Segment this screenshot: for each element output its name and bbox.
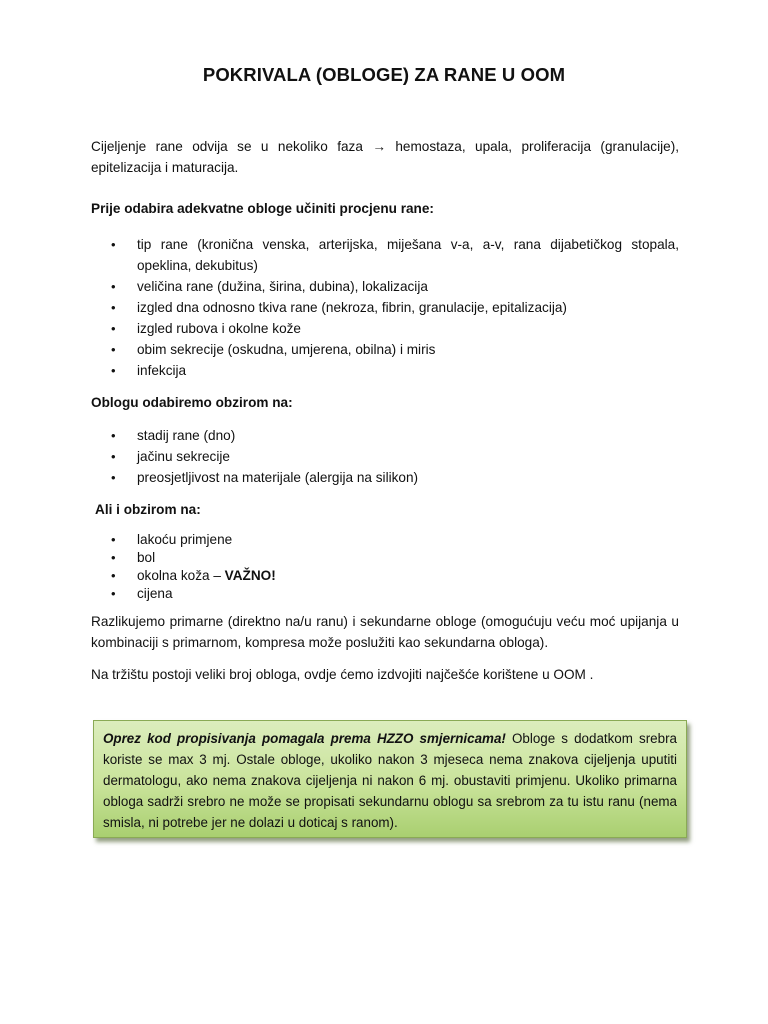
bullet-icon: • — [111, 470, 116, 485]
list-item-text: bol — [137, 550, 156, 565]
important-emphasis: VAŽNO! — [224, 568, 276, 583]
bullet-icon: • — [111, 321, 116, 336]
note-text — [103, 728, 677, 833]
selection-list — [91, 425, 679, 488]
list-item — [91, 446, 679, 467]
list-item — [91, 276, 679, 297]
list-item-text: lakoću primjene — [137, 532, 233, 547]
list-item — [91, 425, 679, 446]
paragraph-dressing-types: Razlikujemo primarne (direktno na/u ranu) i sekundarne obloge (omogućuju veću moć upijanja u kombinaciji s primarnom, kompresa može poslužiti kao sekundarna obloga). — [91, 614, 679, 650]
bullet-icon: • — [111, 237, 116, 252]
paragraph-market: Na tržištu postoji veliki broj obloga, ovdje ćemo izdvojiti najčešće korištene u OOM . — [91, 667, 594, 682]
bullet-icon: • — [111, 449, 116, 464]
list-item — [91, 297, 679, 318]
list-item — [91, 467, 679, 488]
hzzo-note-box — [93, 720, 687, 838]
list-item-text: tip rane (kronična venska, arterijska, miješana v-a, a-v, rana dijabetičkog stopala, opeklina, dekubitus) — [137, 237, 679, 273]
section-heading-assessment: Prije odabira adekvatne obloge učiniti procjenu rane: — [91, 201, 434, 216]
list-item — [91, 567, 679, 585]
bullet-icon: • — [111, 568, 116, 583]
list-item-text: jačinu sekrecije — [137, 449, 230, 464]
assessment-list — [91, 234, 679, 381]
list-item — [91, 318, 679, 339]
list-item-text: preosjetljivost na materijale (alergija na silikon) — [137, 470, 419, 485]
list-item — [91, 360, 679, 381]
list-item-text: infekcija — [137, 363, 187, 378]
list-item — [91, 234, 679, 276]
bullet-icon: • — [111, 586, 116, 601]
list-item-text: stadij rane (dno) — [137, 428, 236, 443]
list-item-text: obim sekrecije (oskudna, umjerena, obilna) i miris — [137, 342, 436, 357]
list-item-text: veličina rane (dužina, širina, dubina), lokalizacija — [137, 279, 428, 294]
bullet-icon: • — [111, 342, 116, 357]
list-item — [91, 585, 679, 603]
bullet-icon: • — [111, 300, 116, 315]
bullet-icon: • — [111, 279, 116, 294]
bullet-icon: • — [111, 532, 116, 547]
list-item-text: izgled rubova i okolne kože — [137, 321, 301, 336]
list-item — [91, 339, 679, 360]
list-item-text: izgled dna odnosno tkiva rane (nekroza, fibrin, granulacije, epitalizacija) — [137, 300, 567, 315]
intro-paragraph: Cijeljenje rane odvija se u nekoliko faza → hemostaza, upala, proliferacija (granulacije), epitelizacija i maturacija. — [91, 139, 679, 175]
bullet-icon: • — [111, 363, 116, 378]
list-item-text: cijena — [137, 586, 173, 601]
list-item — [91, 549, 679, 567]
list-item — [91, 531, 679, 549]
page-title: POKRIVALA (OBLOGE) ZA RANE U OOM — [202, 64, 566, 85]
also-list — [91, 531, 679, 603]
bullet-icon: • — [111, 550, 116, 565]
note-body: Obloge s dodatkom srebra koriste se max 3 mj. Ostale obloge, ukoliko nakon 3 mjeseca nema znakova cijeljenja uputiti dermatologu, ako nema znakova cijeljenja ni nakon 6 mj. obustaviti primjenu. Ukoliko primarna obloga sadrži srebro ne može se propisati sekundarnu oblogu sa srebrom za tu istu ranu (nema smisla, ni potrebe jer ne dolazi u doticaj s ranom). — [103, 731, 677, 830]
note-lead: Oprez kod propisivanja pomagala prema HZZO smjernicama! — [103, 731, 506, 746]
bullet-icon: • — [111, 428, 116, 443]
document-body — [91, 136, 679, 685]
list-item-text: okolna koža – — [137, 568, 225, 583]
section-heading-selection: Oblogu odabiremo obzirom na: — [91, 395, 293, 410]
section-heading-also: Ali i obzirom na: — [95, 502, 201, 517]
